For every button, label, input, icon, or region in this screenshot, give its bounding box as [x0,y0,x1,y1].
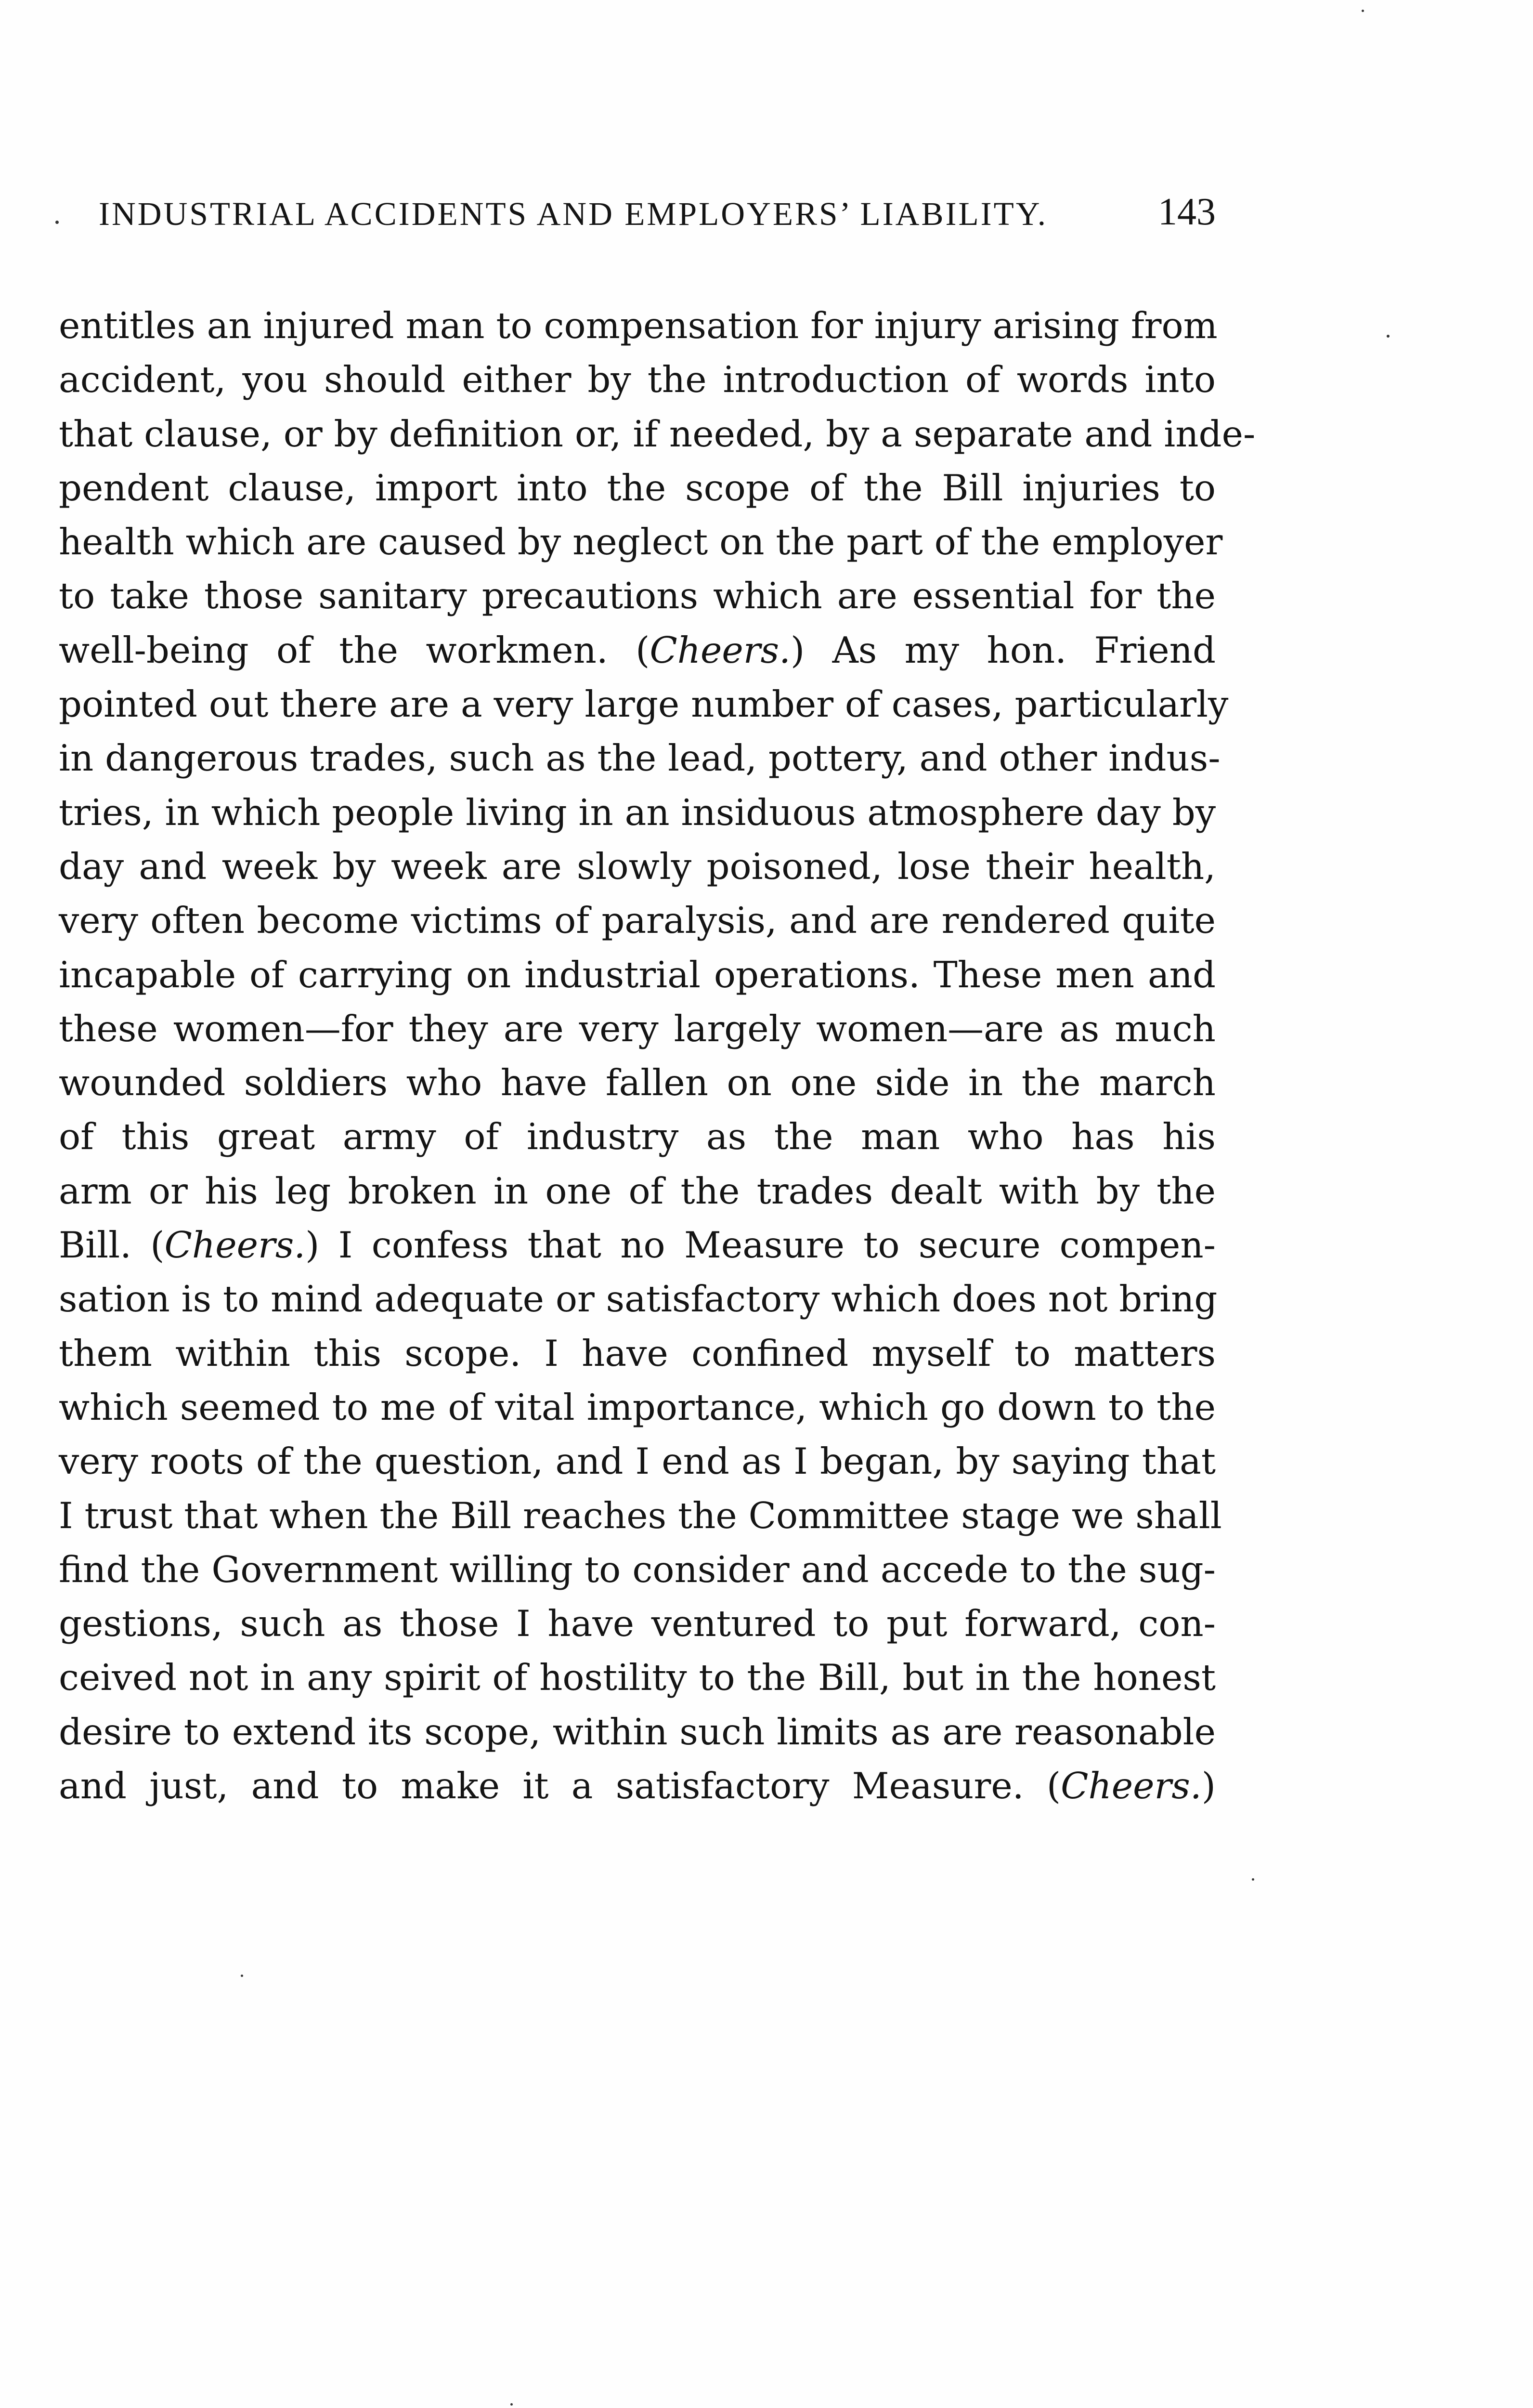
body-paragraph [59,299,1256,1813]
text-line: arm or his leg broken in one of the trades dealt with by the [59,1169,1216,1212]
running-head [99,190,1216,243]
text-line: find the Government willing to consider and accede to the sug- [59,1548,1216,1591]
text-line: very roots of the question, and I end as I began, by saying that [59,1440,1216,1483]
text-line: ceived not in any spirit of hostility to the Bill, but in the honest [59,1656,1216,1699]
text-line: which seemed to me of vital importance, which go down to the [59,1386,1216,1428]
cheers-italic: Cheers. [164,1224,306,1267]
page-number: 143 [1158,191,1216,233]
text-line: them within this scope. I have confined myself to matters [59,1332,1216,1374]
text-line: entitles an injured man to compensation for injury arising from [59,304,1218,347]
text-line: health which are caused by neglect on the part of the employer [59,521,1223,563]
text-line: incapable of carrying on industrial operations. These men and [59,953,1216,996]
print-speck [510,2403,513,2406]
print-speck [55,221,59,224]
cheers-italic: Cheers. [650,628,791,671]
print-speck [1252,1878,1254,1881]
text-line: to take those sanitary precautions which are essential for the [59,575,1216,617]
text-line: day and week by week are slowly poisoned, lose their health, [59,845,1216,888]
print-speck [1362,10,1364,12]
text-line: Bill. (Cheers.) I confess that no Measure to secure compen- [59,1224,1216,1267]
text-line: I trust that when the Bill reaches the Committee stage we shall [59,1494,1222,1537]
cheers-italic: Cheers. [1061,1765,1202,1807]
text-line: pendent clause, import into the scope of the Bill injuries to [59,466,1216,509]
text-line: desire to extend its scope, within such limits as are reasonable [59,1710,1216,1753]
text-line: that clause, or by definition or, if needed, by a separate and inde- [59,412,1256,455]
print-speck [241,1975,243,1977]
text-line: tries, in which people living in an insiduous atmosphere day by [59,791,1216,834]
text-line: of this great army of industry as the man who has his [59,1115,1216,1158]
print-speck [1387,335,1390,338]
text-line: gestions, such as those I have ventured to put forward, con- [59,1602,1216,1645]
text-line: pointed out there are a very large number of cases, particularly [59,683,1229,726]
text-line: accident, you should either by the introduction of words into [59,358,1216,401]
text-line: and just, and to make it a satisfactory Measure. (Cheers.) [59,1765,1216,1807]
text-line: in dangerous trades, such as the lead, pottery, and other indus- [59,737,1221,780]
text-line: sation is to mind adequate or satisfactory which does not bring [59,1278,1218,1321]
text-line: well-being of the workmen. (Cheers.) As my hon. Friend [59,628,1216,671]
running-title: INDUSTRIAL ACCIDENTS AND EMPLOYERS’ LIABILITY. [99,196,1048,232]
text-line: very often become victims of paralysis, and are rendered quite [59,899,1216,942]
text-line: these women—for they are very largely women—are as much [59,1007,1216,1050]
text-line: wounded soldiers who have fallen on one side in the march [59,1061,1216,1104]
